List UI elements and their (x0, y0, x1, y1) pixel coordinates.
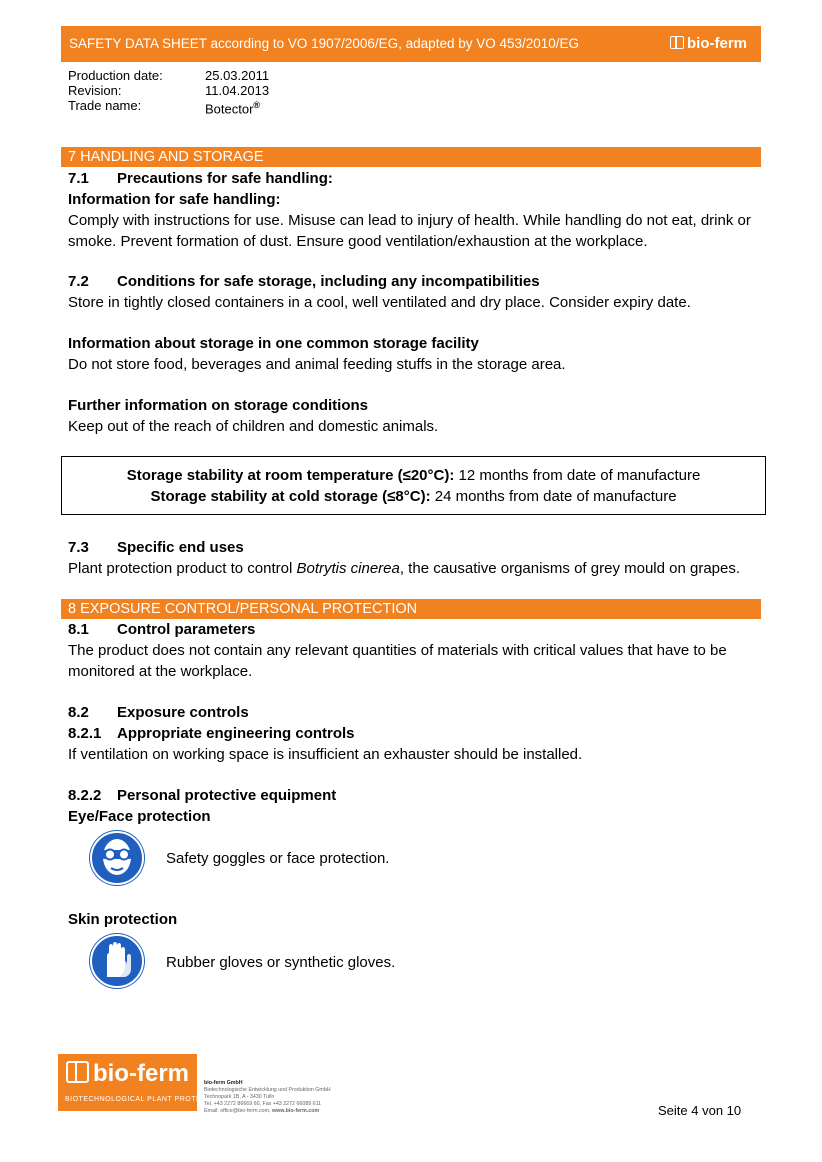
heading-7-1: 7.1 Precautions for safe handling: (68, 170, 333, 187)
heading-8-2-2: 8.2.2 Personal protective equipment (68, 787, 337, 804)
production-date-value: 25.03.2011 (205, 68, 270, 83)
footer-logo: bio-ferm BIOTECHNOLOGICAL PLANT PROTECTION (58, 1054, 197, 1111)
heading-8-2: 8.2 Exposure controls (68, 704, 249, 721)
heading-common-storage: Information about storage in one common storage facility (68, 335, 479, 352)
trade-name-label: Trade name: (68, 98, 142, 113)
logo-mark-icon (670, 36, 684, 49)
footer-address: bio-ferm GmbH Biotechnologische Entwicklung und Produktion GmbH Technopark 1B, A - 3430 Tulln Tel. +43 2272 86669 60, Fax +43 2272 66089 611 Email: office@bio-ferm.com, www.bio-ferm.com (204, 1080, 331, 1114)
document-meta (68, 68, 269, 116)
header-brand-logo: bio-ferm (670, 35, 747, 52)
production-date-label: Production date: (68, 68, 163, 83)
heading-further-storage: Further information on storage conditions (68, 397, 368, 414)
text-common-storage: Do not store food, beverages and animal feeding stuffs in the storage area. (68, 356, 566, 373)
footer-tagline: BIOTECHNOLOGICAL PLANT PROTECTION (65, 1096, 226, 1103)
logo-mark-icon (66, 1061, 89, 1083)
storage-stability-box (61, 456, 766, 515)
heading-8-1: 8.1 Control parameters (68, 621, 256, 638)
document-title: SAFETY DATA SHEET according to VO 1907/2006/EG, adapted by VO 453/2010/EG (69, 36, 580, 51)
text-engineering-controls: If ventilation on working space is insufficient an exhauster should be installed. (68, 746, 583, 763)
header-bar (61, 26, 761, 62)
gloves-mandatory-icon (89, 933, 145, 989)
text-skin-protection: Rubber gloves or synthetic gloves. (166, 954, 396, 971)
heading-eye-face: Eye/Face protection (68, 808, 211, 825)
revision-label: Revision: (68, 83, 122, 98)
section-7-header: 7 HANDLING AND STORAGE (61, 147, 761, 167)
text-safe-storage: Store in tightly closed containers in a cool, well ventilated and dry place. Consider expiry date. (68, 294, 691, 311)
text-control-parameters: The product does not contain any relevant quantities of materials with critical values that have to be monitored at the workplace. (68, 642, 727, 680)
goggles-mandatory-icon (89, 830, 145, 886)
heading-7-3: 7.3 Specific end uses (68, 539, 244, 556)
heading-7-2: 7.2 Conditions for safe storage, including any incompatibilities (68, 273, 540, 290)
text-specific-end-uses: Plant protection product to control Botrytis cinerea, the causative organisms of grey mould on grapes. (68, 560, 741, 577)
trade-name-value: Botector® (205, 100, 261, 117)
heading-skin: Skin protection (68, 911, 178, 928)
heading-8-2-1: 8.2.1 Appropriate engineering controls (68, 725, 355, 742)
stability-room-line: Storage stability at room temperature (≤20°C): 12 months from date of manufacture (126, 467, 701, 484)
text-further-storage: Keep out of the reach of children and domestic animals. (68, 418, 439, 435)
page-number: Seite 4 von 10 (658, 1103, 742, 1118)
registered-mark: ® (253, 100, 261, 110)
section-8-header: 8 EXPOSURE CONTROL/PERSONAL PROTECTION (61, 599, 761, 619)
text-eye-protection: Safety goggles or face protection. (166, 850, 390, 867)
stability-cold-line: Storage stability at cold storage (≤8°C): 24 months from date of manufacture (150, 488, 677, 505)
heading-info-safe-handling: Information for safe handling: (68, 191, 281, 208)
text-safe-handling: Comply with instructions for use. Misuse can lead to injury of health. While handling do not eat, drink or smoke. Prevent formation of dust. Ensure good ventilation/exhaustion at the workplace. (68, 212, 751, 250)
revision-value: 11.04.2013 (205, 83, 270, 98)
